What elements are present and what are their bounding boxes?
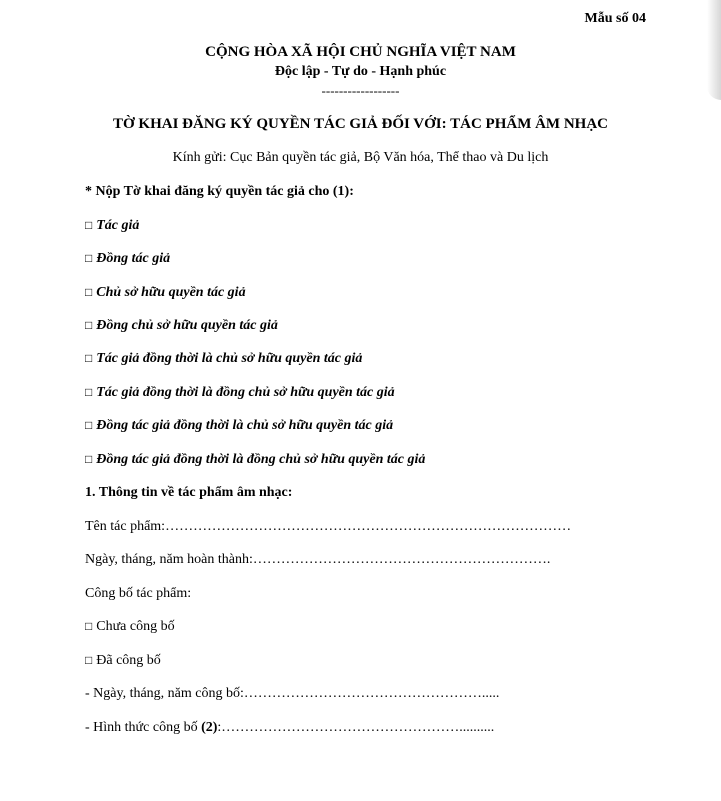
form-code: Mẫu số 04	[584, 11, 646, 26]
option-label: Tác giả	[96, 218, 140, 233]
checkbox-icon[interactable]: □	[85, 619, 93, 633]
option-label: Đồng tác giả đồng thời là đồng chủ sở hữu quyền tác giả	[96, 452, 426, 467]
option-label: Tác giả đồng thời là chủ sở hữu quyền tác giả	[96, 351, 363, 366]
option-co-author[interactable]	[85, 251, 170, 267]
option-author-and-owner[interactable]	[85, 351, 362, 367]
checkbox-icon[interactable]: □	[85, 452, 93, 466]
checkbox-icon[interactable]: □	[85, 285, 93, 299]
completion-date-row	[85, 552, 550, 568]
publication-form-row	[85, 720, 494, 736]
checkbox-icon[interactable]: □	[85, 385, 93, 399]
checkbox-icon[interactable]: □	[85, 351, 93, 365]
option-label: Đồng tác giả đồng thời là chủ sở hữu quyền tác giả	[96, 418, 394, 433]
option-co-author-and-co-owner[interactable]	[85, 452, 425, 468]
publication-form-label: - Hình thức công bố	[85, 720, 202, 735]
checkbox-icon[interactable]: □	[85, 418, 93, 432]
option-label: Đã công bố	[96, 653, 161, 668]
publication-date-field[interactable]: …………………………………………….....	[243, 686, 500, 701]
completion-date-label: Ngày, tháng, năm hoàn thành:	[85, 552, 253, 567]
option-author[interactable]	[85, 218, 139, 234]
publication-label: Công bố tác phẩm:	[85, 586, 192, 601]
nation-heading: CỘNG HÒA XÃ HỘI CHỦ NGHĨA VIỆT NAM	[205, 44, 516, 60]
option-label: Đồng tác giả	[96, 251, 171, 266]
publication-form-field[interactable]: ……………………………………………..........	[221, 720, 495, 735]
option-label: Đồng chủ sở hữu quyền tác giả	[96, 318, 278, 333]
publication-date-row	[85, 686, 499, 702]
publication-date-label: - Ngày, tháng, năm công bố:	[85, 686, 244, 701]
document-title: TỜ KHAI ĐĂNG KÝ QUYỀN TÁC GIẢ ĐỐI VỚI: TÁC PHẨM ÂM NHẠC	[112, 116, 609, 132]
option-published[interactable]	[85, 653, 161, 669]
separator-line: ------------------	[321, 83, 400, 98]
option-co-copyright-owner[interactable]	[85, 318, 278, 334]
work-name-row	[85, 519, 571, 535]
option-label: Chủ sở hữu quyền tác giả	[96, 285, 246, 300]
option-label: Tác giả đồng thời là đồng chủ sở hữu quyền tác giả	[96, 385, 395, 400]
option-label: Chưa công bố	[96, 619, 175, 634]
completion-date-field[interactable]: ……………………………………………………….	[252, 552, 551, 567]
option-co-author-and-owner[interactable]	[85, 418, 393, 434]
submit-section-heading: * Nộp Tờ khai đăng ký quyền tác giả cho (1):	[85, 184, 354, 199]
recipient-line: Kính gửi: Cục Bản quyền tác giả, Bộ Văn hóa, Thể thao và Du lịch	[172, 150, 549, 165]
checkbox-icon[interactable]: □	[85, 251, 93, 265]
motto: Độc lập - Tự do - Hạnh phúc	[274, 64, 447, 79]
work-info-heading: 1. Thông tin về tác phẩm âm nhạc:	[85, 485, 293, 500]
work-name-field[interactable]: ……………………………………………………………………………	[165, 519, 572, 534]
checkbox-icon[interactable]: □	[85, 653, 93, 667]
publication-form-colon: :	[217, 720, 222, 735]
footnote-ref: (2)	[201, 720, 218, 735]
option-unpublished[interactable]	[85, 619, 175, 635]
work-name-label: Tên tác phẩm:	[85, 519, 166, 534]
checkbox-icon[interactable]: □	[85, 318, 93, 332]
option-author-and-co-owner[interactable]	[85, 385, 395, 401]
option-copyright-owner[interactable]	[85, 285, 246, 301]
checkbox-icon[interactable]: □	[85, 218, 93, 232]
